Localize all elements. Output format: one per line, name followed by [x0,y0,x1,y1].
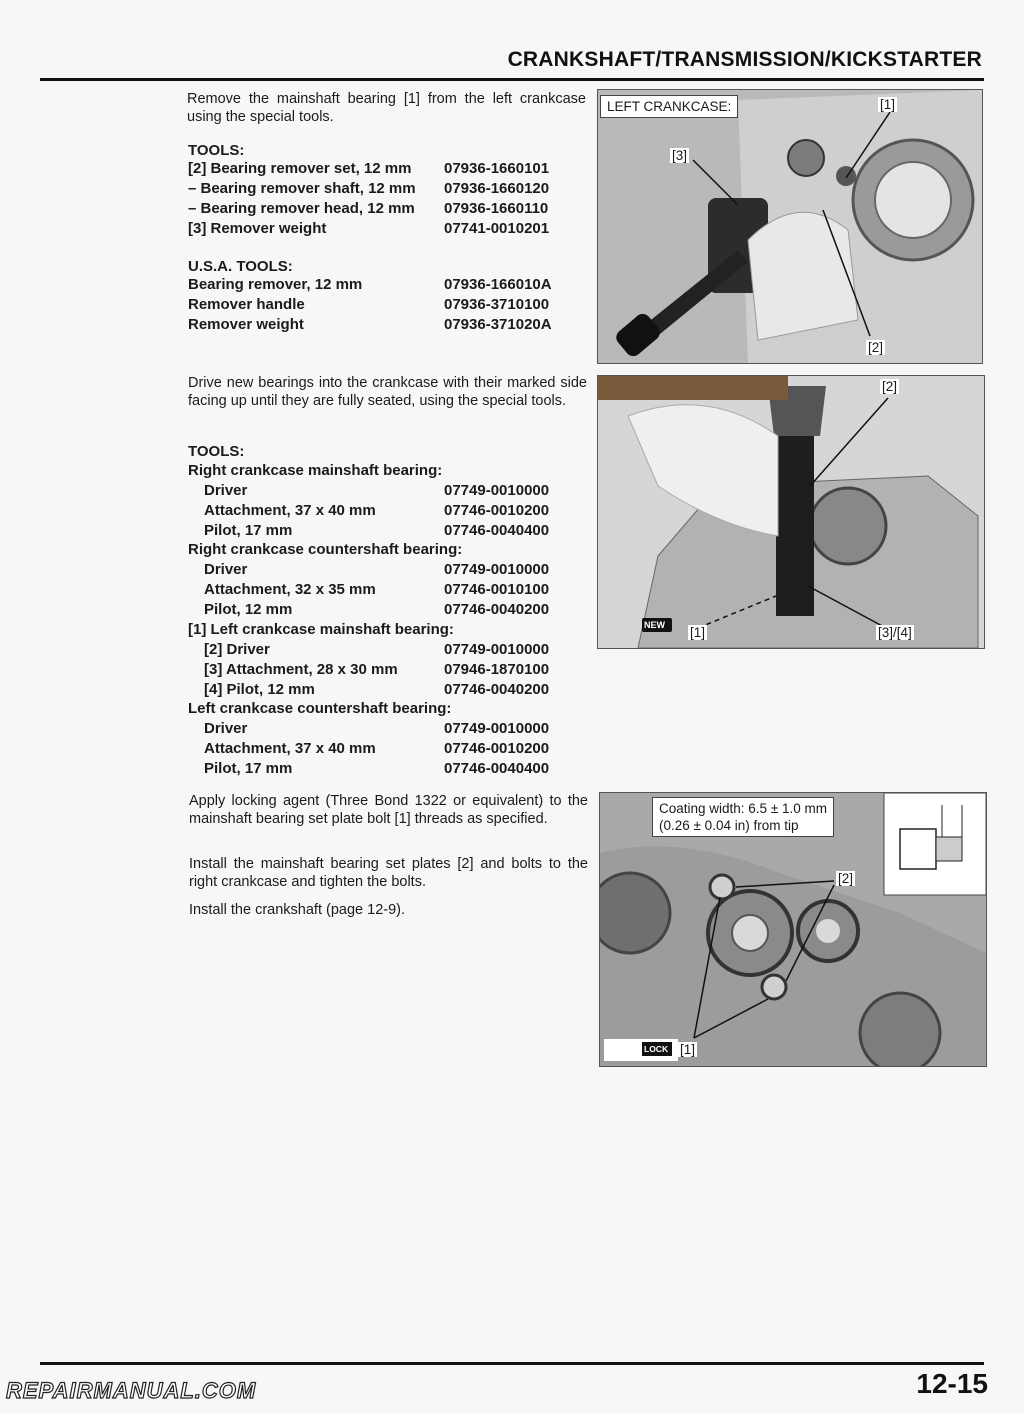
figure1-callout-3: [3] [672,148,688,163]
figure-set-plates [599,792,987,1067]
section1-paragraph: Remove the mainshaft bearing [1] from the left crankcase using the special tools. [187,91,586,125]
section2-tools-heading: TOOLS: [188,443,245,460]
header-rule [40,78,984,81]
lock-badge-icon: LOCK [644,1044,669,1054]
watermark: REPAIRMANUAL.COM [6,1378,257,1403]
figure3-callout-1: [1] [680,1042,696,1057]
section3-paragraph-1: Apply locking agent (Three Bond 1322 or equivalent) to the mainshaft bearing set plate bolt [1] threads as specified. [189,793,588,827]
figure-bearing-install [597,375,985,649]
page-number: 12-15 [916,1368,988,1399]
bearing-install-illustration [598,376,984,648]
coating-width-line-2: (0.26 ± 0.04 in) from tip [659,818,799,833]
figure3-callout-2: [2] [838,871,854,886]
new-badge-icon: NEW [644,620,665,630]
page-section-title: CRANKSHAFT/TRANSMISSION/KICKSTARTER [507,48,982,71]
coating-width-line-1: Coating width: 6.5 ± 1.0 mm [659,801,827,816]
section3-paragraph-3: Install the crankshaft (page 12-9). [189,902,406,918]
tool-group-heading: [1] Left crankcase mainshaft bearing: [188,621,454,638]
section1-tools-heading: TOOLS: [188,142,245,159]
tool-group-heading: Left crankcase countershaft bearing: [188,700,452,717]
figure1-callout-2: [2] [868,340,884,355]
figure1-title: LEFT CRANKCASE: [600,95,738,118]
section2-tools-list: Right crankcase mainshaft bearing: Driver 07749-0010000 Attachment, 37 x 40 mm 07746-0010200 Pilot, 17 mm 07746-0040400 Right crankcase countershaft bearing: Driver 07749-0010000 Attachment, 32 x 35 mm 07746-0010100 Pilot, 12 mm 07746-0040200 [1] Left crankcase mainshaft bearing: [2] Driver 07749-0010000 [3] Attachment, 28 x 30 mm 07946-1870100 [4] Pilot, 12 mm 07746-0040200 Left crankcase countershaft bearing: Driver 07749-0010000 Attachment, 37 x 40 mm 07746-0010200 Pilot, 17 mm 07746-0040400 [188,462,550,777]
figure2-callout-1: [1] [690,625,706,640]
tool-group-heading: Right crankcase mainshaft bearing: [188,462,443,479]
figure2-callout-3-4: [3]/[4] [878,625,912,640]
section2-paragraph: Drive new bearings into the crankcase with their marked side facing up until they are fully seated, using the special tools. [188,375,587,409]
tool-group-heading: Right crankcase countershaft bearing: [188,541,463,558]
figure2-callout-2: [2] [882,379,898,394]
footer-rule [40,1362,984,1365]
figure-bearing-removal [597,89,983,364]
figure1-callout-1: [1] [880,97,896,112]
section3-paragraph-2: Install the mainshaft bearing set plates [2] and bolts to the right crankcase and tighten the bolts. [189,856,588,890]
section1-usa-heading: U.S.A. TOOLS: [188,258,293,275]
bearing-removal-illustration [598,90,982,363]
coating-width-note [652,797,834,837]
